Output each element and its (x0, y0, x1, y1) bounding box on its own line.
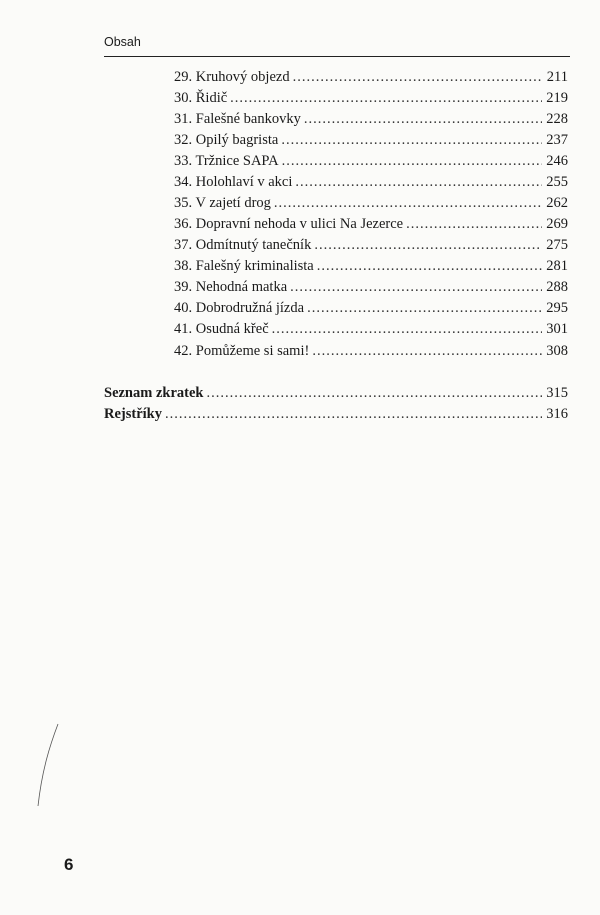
toc-entry-title: Seznam zkratek (104, 385, 204, 401)
toc-entry (174, 320, 568, 338)
toc-entry-page: 308 (546, 343, 568, 359)
toc-leader-dots (281, 131, 542, 149)
pencil-margin-mark (30, 720, 70, 810)
toc-leader-dots (230, 89, 542, 107)
toc-entry-title: 42. Pomůžeme si sami! (174, 343, 310, 359)
toc-entry-title: 41. Osudná křeč (174, 321, 269, 337)
toc-leader-dots (295, 173, 542, 191)
toc-leader-dots (282, 152, 543, 170)
toc-entry-page: 295 (546, 300, 568, 316)
toc-entry-title: 33. Tržnice SAPA (174, 153, 279, 169)
toc-entry-page: 316 (546, 406, 568, 422)
toc-entry-page: 262 (546, 195, 568, 211)
toc-entry-title: 31. Falešné bankovky (174, 111, 301, 127)
toc-entry (174, 89, 568, 107)
toc-entry-title: Rejstříky (104, 406, 162, 422)
toc-entry (174, 152, 568, 170)
toc-leader-dots (317, 257, 543, 275)
toc-leader-dots (314, 236, 542, 254)
toc-entry-page: 301 (546, 321, 568, 337)
toc-leader-dots (304, 110, 542, 128)
toc-entry (174, 173, 568, 191)
toc-entry-page: 281 (546, 258, 568, 274)
toc-entry (174, 236, 568, 254)
toc-leader-dots (406, 215, 542, 233)
toc-entry-page: 219 (546, 90, 568, 106)
toc-entry-appendix (104, 405, 568, 423)
toc-entry (174, 131, 568, 149)
header-rule (104, 56, 570, 57)
toc-entry-page: 275 (546, 237, 568, 253)
toc-entry-title: 37. Odmítnutý tanečník (174, 237, 312, 253)
running-head: Obsah (104, 35, 141, 49)
toc-entry-title: 29. Kruhový objezd (174, 69, 290, 85)
toc-entry (174, 110, 568, 128)
page-number: 6 (64, 855, 74, 874)
toc-entry-title: 36. Dopravní nehoda v ulici Na Jezerce (174, 216, 404, 232)
toc-leader-dots (274, 194, 542, 212)
toc-entry-page: 246 (546, 153, 568, 169)
toc-entry-page: 237 (546, 132, 568, 148)
toc-entry (174, 278, 568, 296)
toc-entry-page: 228 (546, 111, 568, 127)
toc-entry-title: 39. Nehodná matka (174, 279, 288, 295)
toc-leader-dots (312, 342, 542, 360)
toc-entry-page: 255 (546, 174, 568, 190)
toc-entry-page: 315 (546, 385, 568, 401)
toc-entry-appendix (104, 384, 568, 402)
toc-entry (174, 257, 568, 275)
toc-entry-title: 38. Falešný kriminalista (174, 258, 314, 274)
toc-leader-dots (206, 384, 542, 402)
toc-leader-dots (293, 68, 543, 86)
toc-entry (174, 68, 568, 86)
toc-entry-title: 30. Řidič (174, 90, 228, 106)
toc-entry-page: 211 (546, 69, 568, 85)
toc-leader-dots (290, 278, 542, 296)
toc-leader-dots (272, 320, 543, 338)
toc-leader-dots (165, 405, 542, 423)
toc-entry-title: 34. Holohlaví v akci (174, 174, 293, 190)
toc-entry-title: 35. V zajetí drog (174, 195, 271, 211)
toc-entry (174, 215, 568, 233)
toc-entry-page: 288 (546, 279, 568, 295)
toc-entry-page: 269 (546, 216, 568, 232)
toc-entry (174, 342, 568, 360)
toc-entry (174, 299, 568, 317)
toc-entry-title: 32. Opilý bagrista (174, 132, 279, 148)
toc-entry-title: 40. Dobrodružná jízda (174, 300, 305, 316)
toc-leader-dots (307, 299, 542, 317)
toc-entry (174, 194, 568, 212)
